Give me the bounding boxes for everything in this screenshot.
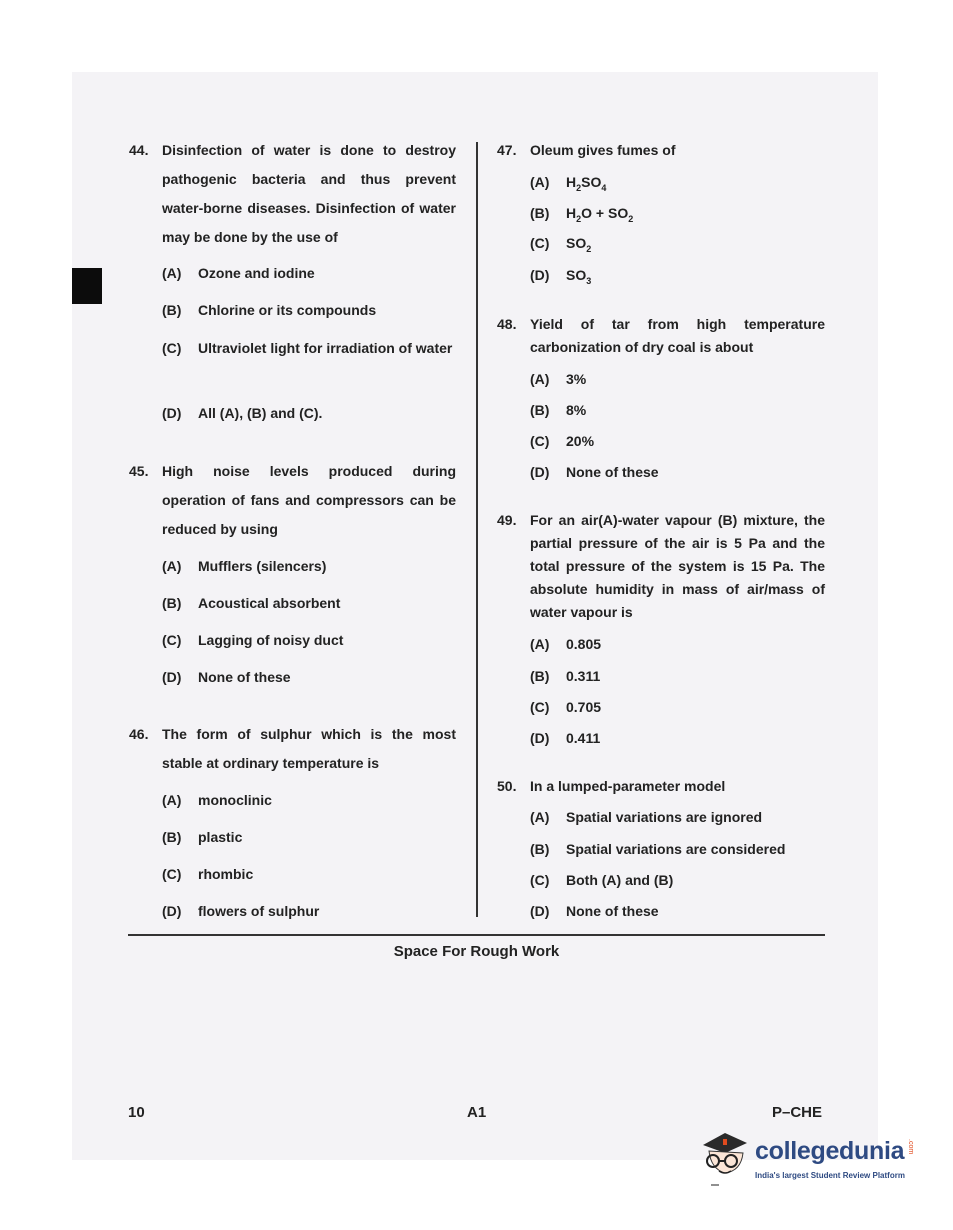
question-stem: In a lumped-parameter model — [530, 778, 726, 794]
option-44-a[interactable] — [162, 259, 315, 288]
option-label: (B) — [162, 302, 182, 318]
option-44-c[interactable] — [162, 334, 456, 363]
question-48 — [497, 313, 825, 359]
question-number: 45. — [129, 463, 149, 479]
option-label: (C) — [162, 632, 182, 648]
option-text: 8% — [566, 402, 587, 418]
option-label: (B) — [530, 668, 550, 684]
question-stem: The form of sulphur which is the most stable at ordinary temperature is — [162, 726, 456, 771]
option-text: Ozone and iodine — [198, 265, 315, 281]
question-number: 48. — [497, 316, 517, 332]
option-49-d[interactable] — [530, 724, 600, 753]
question-stem: High noise levels produced during operation of fans and compressors can be reduced by using — [162, 463, 456, 537]
question-number: 49. — [497, 512, 517, 528]
option-label: (A) — [162, 792, 182, 808]
option-label: (C) — [530, 235, 550, 251]
option-47-a[interactable] — [530, 168, 606, 203]
option-label: (B) — [162, 595, 182, 611]
option-formula: $SO_3$ — [566, 267, 592, 286]
option-label: (A) — [530, 636, 550, 652]
option-text: flowers of sulphur — [198, 903, 320, 919]
option-text: 0.805 — [566, 636, 602, 652]
option-44-b[interactable] — [162, 296, 376, 325]
option-text: Both (A) and (B) — [566, 872, 674, 888]
option-label: (A) — [162, 265, 182, 281]
option-50-d[interactable] — [530, 897, 659, 926]
option-text: 0.705 — [566, 699, 602, 715]
option-label: (D) — [530, 730, 550, 746]
question-46 — [129, 720, 456, 778]
option-45-c[interactable] — [162, 626, 343, 655]
option-label: (C) — [530, 699, 550, 715]
option-label: (D) — [162, 405, 182, 421]
question-stem: For an air(A)-water vapour (B) mixture, the partial pressure of the air is 5 Pa and the total pressure of the system is 15 Pa. The absolute humidity in mass of air/mass of water vapour is — [530, 512, 825, 620]
option-50-c[interactable] — [530, 866, 673, 895]
rough-work-heading: Space For Rough Work — [393, 943, 560, 960]
option-label: (C) — [530, 433, 550, 449]
option-label: (D) — [530, 903, 550, 919]
question-44 — [129, 136, 456, 252]
option-label: (B) — [530, 841, 550, 857]
option-text: Ultraviolet light for irradiation of water — [198, 340, 453, 356]
column-divider — [476, 142, 478, 917]
option-text: 0.411 — [566, 730, 601, 746]
option-label: (A) — [530, 174, 550, 190]
option-49-a[interactable] — [530, 630, 601, 659]
option-label: (A) — [162, 558, 182, 574]
option-label: (B) — [162, 829, 182, 845]
question-50 — [497, 772, 825, 801]
option-49-c[interactable] — [530, 693, 601, 722]
question-number: 44. — [129, 142, 149, 158]
option-48-b[interactable] — [530, 396, 586, 425]
option-text: All (A), (B) and (C). — [198, 405, 323, 421]
graduate-mascot-icon — [697, 1125, 755, 1187]
option-48-c[interactable] — [530, 427, 594, 456]
option-48-a[interactable] — [530, 365, 586, 394]
option-label: (B) — [530, 205, 550, 221]
question-stem: Disinfection of water is done to destroy pathogenic bacteria and thus prevent water-borne diseases. Disinfection of water may be done by the use of — [162, 142, 456, 245]
option-47-c[interactable] — [530, 229, 591, 264]
option-text: plastic — [198, 829, 243, 845]
set-code: A1 — [467, 1104, 487, 1121]
option-text: None of these — [198, 669, 291, 685]
question-number: 46. — [129, 726, 149, 742]
option-text: Spatial variations are considered — [566, 841, 786, 857]
option-46-d[interactable] — [162, 897, 319, 926]
option-47-d[interactable] — [530, 261, 591, 296]
option-label: (C) — [530, 872, 550, 888]
page-number: 10 — [128, 1104, 145, 1121]
option-label: (A) — [530, 371, 550, 387]
collegedunia-logo — [697, 1125, 927, 1197]
option-label: (C) — [162, 340, 182, 356]
question-49 — [497, 509, 825, 624]
option-text: 3% — [566, 371, 587, 387]
brand-tagline: India's largest Student Review Platform — [755, 1171, 905, 1180]
paper-code: P–CHE — [772, 1104, 823, 1121]
option-48-d[interactable] — [530, 458, 659, 487]
option-46-c[interactable] — [162, 860, 253, 889]
option-text: monoclinic — [198, 792, 272, 808]
brand-name: collegedunia — [755, 1137, 905, 1165]
option-label: (B) — [530, 402, 550, 418]
option-label: (D) — [162, 903, 182, 919]
option-label: (C) — [162, 866, 182, 882]
rough-work-divider — [128, 934, 825, 936]
option-text: None of these — [566, 464, 659, 480]
option-46-a[interactable] — [162, 786, 272, 815]
option-text: Lagging of noisy duct — [198, 632, 344, 648]
question-47 — [497, 136, 825, 165]
question-number: 47. — [497, 142, 517, 158]
option-45-a[interactable] — [162, 552, 326, 581]
option-text: Spatial variations are ignored — [566, 809, 763, 825]
option-text: 20% — [566, 433, 595, 449]
option-45-d[interactable] — [162, 663, 291, 692]
option-45-b[interactable] — [162, 589, 340, 618]
option-formula: $SO_2$ — [566, 235, 592, 254]
option-46-b[interactable] — [162, 823, 242, 852]
option-text: rhombic — [198, 866, 254, 882]
question-stem: Oleum gives fumes of — [530, 142, 676, 158]
option-label: (A) — [530, 809, 550, 825]
option-50-b[interactable] — [530, 835, 785, 864]
option-text: Acoustical absorbent — [198, 595, 341, 611]
option-49-b[interactable] — [530, 662, 600, 691]
option-text: Mufflers (silencers) — [198, 558, 327, 574]
option-formula: $H_2SO_4$ — [566, 174, 607, 193]
registration-mark — [72, 268, 102, 304]
option-text: 0.311 — [566, 668, 601, 684]
option-label: (D) — [162, 669, 182, 685]
option-44-d[interactable] — [162, 399, 322, 428]
option-label: (D) — [530, 464, 550, 480]
option-text: Chlorine or its compounds — [198, 302, 377, 318]
question-45 — [129, 457, 456, 544]
option-formula: $H_2O + SO_2$ — [566, 205, 634, 224]
option-50-a[interactable] — [530, 803, 762, 832]
question-number: 50. — [497, 778, 517, 794]
brand-domain: .com — [907, 1139, 914, 1155]
option-text: None of these — [566, 903, 659, 919]
question-stem: Yield of tar from high temperature carbonization of dry coal is about — [530, 316, 825, 355]
option-label: (D) — [530, 267, 550, 283]
